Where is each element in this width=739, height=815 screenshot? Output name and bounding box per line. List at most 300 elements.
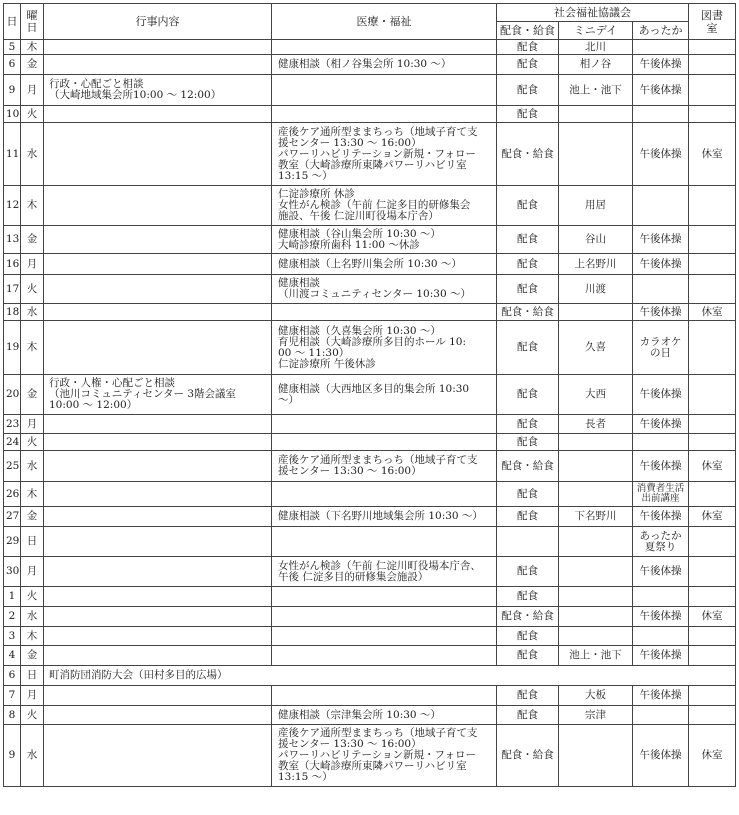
cell-line: 健康相談（下名野川地域集会所 10:30 ～） bbox=[278, 510, 483, 522]
event-cell bbox=[44, 507, 272, 527]
day-cell: 5 bbox=[4, 40, 21, 55]
event-cell bbox=[44, 434, 272, 451]
meal-cell: 配食 bbox=[497, 254, 559, 275]
minidei-cell: 上名野川 bbox=[559, 254, 633, 275]
attaka-cell bbox=[633, 75, 689, 106]
minidei-cell bbox=[559, 304, 633, 321]
table-row bbox=[4, 482, 736, 507]
cell-line: 消費者生活 bbox=[636, 483, 685, 494]
attaka-cell bbox=[633, 123, 689, 186]
weekday-cell: 金 bbox=[21, 55, 44, 75]
event-cell bbox=[44, 186, 272, 226]
library-cell bbox=[689, 646, 736, 666]
attaka-cell bbox=[633, 627, 689, 646]
event-cell bbox=[44, 106, 272, 123]
cell-line: （池川コミュニティセンター 3階会議室 bbox=[49, 388, 237, 400]
medical-cell bbox=[272, 123, 497, 186]
weekday-cell: 金 bbox=[21, 375, 44, 415]
event-cell bbox=[44, 527, 272, 557]
cell-line: 産後ケア通所型ままちっち（地域子育て支 bbox=[278, 727, 478, 739]
cell-line: 午後 仁淀多目的研修集会施設） bbox=[278, 570, 429, 583]
weekday-cell: 月 bbox=[21, 415, 44, 434]
meal-cell: 配食 bbox=[497, 186, 559, 226]
library-cell bbox=[689, 254, 736, 275]
cell-line: 産後ケア通所型ままちっち（地域子育て支 bbox=[278, 454, 478, 466]
day-cell: 18 bbox=[4, 304, 21, 321]
cell-line: 健康相談（宗津集会所 10:30 ～） bbox=[278, 708, 441, 721]
day-cell: 26 bbox=[4, 482, 21, 507]
cell-line: 産後ケア通所型ままちっち（地域子育て支 bbox=[278, 125, 478, 138]
weekday-cell: 月 bbox=[21, 254, 44, 275]
meal-cell: 配食・給食 bbox=[497, 123, 559, 186]
cell-line: 午後体操 bbox=[639, 689, 682, 701]
header-day: 日 bbox=[4, 4, 21, 40]
table-row bbox=[4, 226, 736, 254]
weekday-cell: 火 bbox=[21, 706, 44, 725]
schedule-body bbox=[4, 40, 736, 787]
cell-line: 町消防団消防大会（田村多目的広場） bbox=[49, 669, 228, 681]
library-cell bbox=[689, 55, 736, 75]
library-cell bbox=[689, 186, 736, 226]
day-cell: 6 bbox=[4, 666, 21, 686]
table-row bbox=[4, 725, 736, 787]
medical-cell bbox=[272, 186, 497, 226]
medical-cell bbox=[272, 607, 497, 627]
weekday-cell: 日 bbox=[21, 527, 44, 557]
cell-line: の日 bbox=[650, 346, 671, 359]
meal-cell: 配食・給食 bbox=[497, 304, 559, 321]
schedule-table bbox=[3, 3, 736, 787]
cell-line: 女性がん検診（午前 仁淀多目的研修集会 bbox=[278, 199, 471, 211]
event-cell bbox=[44, 275, 272, 304]
cell-line: 仁淀診療所 午後休診 bbox=[278, 357, 376, 370]
table-row bbox=[4, 686, 736, 706]
cell-line: パワーリハビリテーション新規・フォロー bbox=[278, 147, 477, 160]
attaka-cell bbox=[633, 106, 689, 123]
attaka-cell bbox=[633, 226, 689, 254]
library-cell bbox=[689, 482, 736, 507]
table-row bbox=[4, 321, 736, 375]
cell-line: 13:15 ～） bbox=[278, 771, 333, 783]
minidei-cell bbox=[559, 607, 633, 627]
table-row bbox=[4, 557, 736, 587]
weekday-cell: 金 bbox=[21, 226, 44, 254]
attaka-cell bbox=[633, 646, 689, 666]
library-cell bbox=[689, 434, 736, 451]
day-cell: 16 bbox=[4, 254, 21, 275]
cell-line: 健康相談 bbox=[278, 277, 320, 289]
event-cell bbox=[44, 627, 272, 646]
minidei-cell bbox=[559, 725, 633, 787]
table-row bbox=[4, 666, 736, 686]
cell-line: 健康相談（上名野川集会所 10:30 ～） bbox=[278, 257, 462, 270]
cell-line: 午後体操 bbox=[639, 565, 682, 577]
attaka-cell bbox=[633, 304, 689, 321]
minidei-cell: 池上・池下 bbox=[559, 75, 633, 106]
minidei-cell: 宗津 bbox=[559, 706, 633, 725]
meal-cell: 配食 bbox=[497, 587, 559, 607]
weekday-cell: 木 bbox=[21, 186, 44, 226]
library-cell bbox=[689, 627, 736, 646]
event-cell bbox=[44, 415, 272, 434]
medical-cell bbox=[272, 527, 497, 557]
event-cell bbox=[44, 75, 272, 106]
table-row bbox=[4, 627, 736, 646]
day-cell: 9 bbox=[4, 75, 21, 106]
minidei-cell bbox=[559, 434, 633, 451]
cell-line: 育児相談（大崎診療所多目的ホール 10: bbox=[278, 335, 467, 348]
header-events: 行事内容 bbox=[44, 4, 272, 40]
table-row bbox=[4, 106, 736, 123]
library-cell bbox=[689, 587, 736, 607]
event-cell bbox=[44, 321, 272, 375]
meal-cell: 配食 bbox=[497, 106, 559, 123]
header-attaka: あったか bbox=[633, 22, 689, 40]
minidei-cell bbox=[559, 527, 633, 557]
medical-cell bbox=[272, 321, 497, 375]
event-cell bbox=[44, 451, 272, 482]
event-cell bbox=[44, 226, 272, 254]
header-row-1 bbox=[4, 4, 736, 22]
library-cell bbox=[689, 275, 736, 304]
weekday-cell: 月 bbox=[21, 557, 44, 587]
day-cell: 6 bbox=[4, 55, 21, 75]
meal-cell: 配食・給食 bbox=[497, 725, 559, 787]
day-cell: 11 bbox=[4, 123, 21, 186]
weekday-cell: 水 bbox=[21, 123, 44, 186]
cell-line: 行政・心配ごと相談 bbox=[49, 78, 144, 90]
day-cell: 2 bbox=[4, 607, 21, 627]
event-cell bbox=[44, 304, 272, 321]
cell-line: あったか bbox=[639, 529, 682, 542]
minidei-cell bbox=[559, 482, 633, 507]
day-cell: 4 bbox=[4, 646, 21, 666]
minidei-cell: 相ノ谷 bbox=[559, 55, 633, 75]
medical-cell bbox=[272, 451, 497, 482]
attaka-cell bbox=[633, 557, 689, 587]
weekday-cell: 火 bbox=[21, 106, 44, 123]
event-cell bbox=[44, 587, 272, 607]
medical-cell bbox=[272, 706, 497, 725]
attaka-cell bbox=[633, 686, 689, 706]
weekday-cell: 水 bbox=[21, 725, 44, 787]
day-cell: 10 bbox=[4, 106, 21, 123]
cell-line: 午後体操 bbox=[639, 83, 682, 96]
cell-line: 女性がん検診（午前 仁淀川町役場本庁舎、 bbox=[278, 559, 481, 572]
weekday-cell: 水 bbox=[21, 607, 44, 627]
attaka-cell bbox=[633, 186, 689, 226]
minidei-cell: 下名野川 bbox=[559, 507, 633, 527]
meal-cell: 配食 bbox=[497, 321, 559, 375]
meal-cell: 配食 bbox=[497, 275, 559, 304]
table-row bbox=[4, 451, 736, 482]
cell-line: 健康相談（大西地区多目的集会所 10:30 bbox=[278, 382, 470, 395]
medical-cell bbox=[272, 375, 497, 415]
day-cell: 24 bbox=[4, 434, 21, 451]
table-row bbox=[4, 646, 736, 666]
day-cell: 29 bbox=[4, 527, 21, 557]
meal-cell bbox=[497, 527, 559, 557]
medical-cell bbox=[272, 55, 497, 75]
medical-cell bbox=[272, 725, 497, 787]
cell-line: ～） bbox=[278, 393, 299, 406]
cell-line: 援センター 13:30 ～ 16:00） bbox=[278, 738, 422, 750]
event-cell bbox=[44, 666, 736, 686]
cell-line: 大崎診療所歯科 11:00 ～休診 bbox=[278, 238, 420, 251]
cell-line: 00 ～ 11:30） bbox=[278, 346, 350, 359]
header-council: 社会福祉協議会 bbox=[497, 4, 689, 22]
medical-cell bbox=[272, 557, 497, 587]
meal-cell: 配食 bbox=[497, 646, 559, 666]
table-row bbox=[4, 75, 736, 106]
weekday-cell: 火 bbox=[21, 587, 44, 607]
event-cell bbox=[44, 55, 272, 75]
cell-line: 午後体操 bbox=[639, 147, 682, 160]
cell-line: 夏祭り bbox=[644, 540, 677, 553]
event-cell bbox=[44, 254, 272, 275]
library-cell bbox=[689, 686, 736, 706]
table-row bbox=[4, 254, 736, 275]
weekday-cell: 水 bbox=[21, 304, 44, 321]
header-weekday: 曜日 bbox=[21, 4, 44, 40]
event-cell bbox=[44, 482, 272, 507]
library-cell: 休室 bbox=[689, 123, 736, 186]
medical-cell bbox=[272, 304, 497, 321]
meal-cell: 配食・給食 bbox=[497, 451, 559, 482]
cell-line: 13:15 ～） bbox=[278, 169, 333, 182]
attaka-cell bbox=[633, 587, 689, 607]
table-row bbox=[4, 304, 736, 321]
day-cell: 17 bbox=[4, 275, 21, 304]
day-cell: 23 bbox=[4, 415, 21, 434]
minidei-cell: 川渡 bbox=[559, 275, 633, 304]
header-meal: 配食・給食 bbox=[497, 22, 559, 40]
meal-cell: 配食 bbox=[497, 75, 559, 106]
library-cell: 休室 bbox=[689, 725, 736, 787]
day-cell: 1 bbox=[4, 587, 21, 607]
day-cell: 7 bbox=[4, 686, 21, 706]
library-cell: 休室 bbox=[689, 304, 736, 321]
library-cell bbox=[689, 706, 736, 725]
table-row bbox=[4, 706, 736, 725]
cell-line: 午後体操 bbox=[639, 459, 682, 472]
medical-cell bbox=[272, 507, 497, 527]
table-row bbox=[4, 55, 736, 75]
minidei-cell: 用居 bbox=[559, 186, 633, 226]
header-minidei: ミニデイ bbox=[559, 22, 633, 40]
medical-cell bbox=[272, 40, 497, 55]
table-row bbox=[4, 607, 736, 627]
cell-line: 健康相談（久喜集会所 10:30 ～） bbox=[278, 324, 441, 337]
cell-line: 午後体操 bbox=[639, 610, 682, 622]
day-cell: 3 bbox=[4, 627, 21, 646]
meal-cell: 配食 bbox=[497, 434, 559, 451]
day-cell: 30 bbox=[4, 557, 21, 587]
library-cell: 休室 bbox=[689, 451, 736, 482]
weekday-cell: 金 bbox=[21, 646, 44, 666]
cell-line: 午後体操 bbox=[639, 305, 682, 318]
weekday-cell: 日 bbox=[21, 666, 44, 686]
medical-cell bbox=[272, 646, 497, 666]
medical-cell bbox=[272, 254, 497, 275]
attaka-cell bbox=[633, 40, 689, 55]
meal-cell: 配食 bbox=[497, 40, 559, 55]
library-cell bbox=[689, 375, 736, 415]
cell-line: 健康相談（谷山集会所 10:30 ～） bbox=[278, 227, 441, 240]
cell-line: 午後体操 bbox=[639, 58, 682, 70]
cell-line: 午後体操 bbox=[639, 388, 682, 400]
table-row bbox=[4, 587, 736, 607]
attaka-cell bbox=[633, 725, 689, 787]
day-cell: 19 bbox=[4, 321, 21, 375]
table-row bbox=[4, 507, 736, 527]
cell-line: （川渡コミュニティセンター 10:30 ～） bbox=[278, 288, 471, 300]
cell-line: 出前講座 bbox=[641, 493, 680, 504]
cell-line: 午後体操 bbox=[639, 510, 682, 522]
library-cell bbox=[689, 106, 736, 123]
weekday-cell: 火 bbox=[21, 434, 44, 451]
cell-line: 午後体操 bbox=[639, 233, 682, 245]
event-cell bbox=[44, 375, 272, 415]
medical-cell bbox=[272, 415, 497, 434]
attaka-cell bbox=[633, 527, 689, 557]
header-library: 図書室 bbox=[689, 4, 736, 40]
minidei-cell bbox=[559, 587, 633, 607]
minidei-cell: 谷山 bbox=[559, 226, 633, 254]
cell-line: 仁淀診療所 休診 bbox=[278, 188, 355, 200]
attaka-cell bbox=[633, 254, 689, 275]
cell-line: 午後体操 bbox=[639, 257, 682, 270]
minidei-cell: 久喜 bbox=[559, 321, 633, 375]
meal-cell: 配食 bbox=[497, 226, 559, 254]
cell-line: 施設、午後 仁淀川町役場本庁舎） bbox=[278, 210, 439, 222]
event-cell bbox=[44, 686, 272, 706]
meal-cell: 配食 bbox=[497, 627, 559, 646]
minidei-cell bbox=[559, 106, 633, 123]
library-cell bbox=[689, 75, 736, 106]
minidei-cell bbox=[559, 557, 633, 587]
minidei-cell bbox=[559, 123, 633, 186]
library-cell bbox=[689, 321, 736, 375]
cell-line: 午後体操 bbox=[639, 749, 682, 761]
attaka-cell bbox=[633, 375, 689, 415]
weekday-cell: 木 bbox=[21, 482, 44, 507]
attaka-cell bbox=[633, 434, 689, 451]
cell-line: 午後体操 bbox=[639, 649, 682, 661]
library-cell bbox=[689, 415, 736, 434]
medical-cell bbox=[272, 627, 497, 646]
meal-cell: 配食 bbox=[497, 557, 559, 587]
meal-cell: 配食 bbox=[497, 55, 559, 75]
day-cell: 8 bbox=[4, 706, 21, 725]
meal-cell: 配食 bbox=[497, 375, 559, 415]
weekday-cell: 木 bbox=[21, 321, 44, 375]
day-cell: 27 bbox=[4, 507, 21, 527]
event-cell bbox=[44, 607, 272, 627]
table-row bbox=[4, 527, 736, 557]
medical-cell bbox=[272, 587, 497, 607]
weekday-cell: 火 bbox=[21, 275, 44, 304]
minidei-cell: 大西 bbox=[559, 375, 633, 415]
event-cell bbox=[44, 557, 272, 587]
table-row bbox=[4, 40, 736, 55]
meal-cell: 配食 bbox=[497, 415, 559, 434]
minidei-cell: 長者 bbox=[559, 415, 633, 434]
table-row bbox=[4, 415, 736, 434]
cell-line: 教室（大崎診療所東隣パワーリハビリ室 bbox=[278, 158, 467, 171]
library-cell: 休室 bbox=[689, 507, 736, 527]
table-row bbox=[4, 275, 736, 304]
meal-cell: 配食・給食 bbox=[497, 607, 559, 627]
minidei-cell bbox=[559, 627, 633, 646]
weekday-cell: 金 bbox=[21, 507, 44, 527]
library-cell bbox=[689, 557, 736, 587]
minidei-cell: 大板 bbox=[559, 686, 633, 706]
table-row bbox=[4, 434, 736, 451]
cell-line: 午後体操 bbox=[639, 417, 682, 430]
medical-cell bbox=[272, 482, 497, 507]
cell-line: 行政・人権・心配ごと相談 bbox=[49, 377, 175, 389]
medical-cell bbox=[272, 434, 497, 451]
library-cell bbox=[689, 40, 736, 55]
day-cell: 12 bbox=[4, 186, 21, 226]
cell-line: パワーリハビリテーション新規・フォロー bbox=[278, 749, 477, 761]
meal-cell: 配食 bbox=[497, 686, 559, 706]
table-row bbox=[4, 123, 736, 186]
attaka-cell bbox=[633, 482, 689, 507]
attaka-cell bbox=[633, 321, 689, 375]
event-cell bbox=[44, 706, 272, 725]
weekday-cell: 木 bbox=[21, 40, 44, 55]
header-medical: 医療・福祉 bbox=[272, 4, 497, 40]
weekday-cell: 水 bbox=[21, 451, 44, 482]
medical-cell bbox=[272, 226, 497, 254]
cell-line: 教室（大崎診療所東隣パワーリハビリ室 bbox=[278, 760, 467, 772]
meal-cell: 配食 bbox=[497, 706, 559, 725]
cell-line: 援センター 13:30 ～ 16:00） bbox=[278, 465, 422, 477]
event-cell bbox=[44, 646, 272, 666]
cell-line: （大崎地域集会所10:00 ～ 12:00） bbox=[49, 89, 222, 101]
day-cell: 13 bbox=[4, 226, 21, 254]
weekday-cell: 木 bbox=[21, 627, 44, 646]
attaka-cell bbox=[633, 507, 689, 527]
attaka-cell bbox=[633, 607, 689, 627]
cell-line: カラオケ bbox=[639, 335, 682, 348]
library-cell bbox=[689, 527, 736, 557]
meal-cell: 配食 bbox=[497, 482, 559, 507]
day-cell: 9 bbox=[4, 725, 21, 787]
medical-cell bbox=[272, 106, 497, 123]
minidei-cell: 池上・池下 bbox=[559, 646, 633, 666]
library-cell bbox=[689, 226, 736, 254]
library-cell: 休室 bbox=[689, 607, 736, 627]
attaka-cell bbox=[633, 451, 689, 482]
minidei-cell bbox=[559, 451, 633, 482]
attaka-cell bbox=[633, 415, 689, 434]
minidei-cell: 北川 bbox=[559, 40, 633, 55]
medical-cell bbox=[272, 686, 497, 706]
table-row bbox=[4, 375, 736, 415]
event-cell bbox=[44, 725, 272, 787]
meal-cell: 配食 bbox=[497, 507, 559, 527]
cell-line: 援センター 13:30 ～ 16:00） bbox=[278, 136, 422, 149]
medical-cell bbox=[272, 75, 497, 106]
event-cell bbox=[44, 123, 272, 186]
cell-line: 健康相談（相ノ谷集会所 10:30 ～） bbox=[278, 58, 452, 70]
cell-line: 10:00 ～ 12:00） bbox=[49, 399, 138, 411]
event-cell bbox=[44, 40, 272, 55]
medical-cell bbox=[272, 275, 497, 304]
